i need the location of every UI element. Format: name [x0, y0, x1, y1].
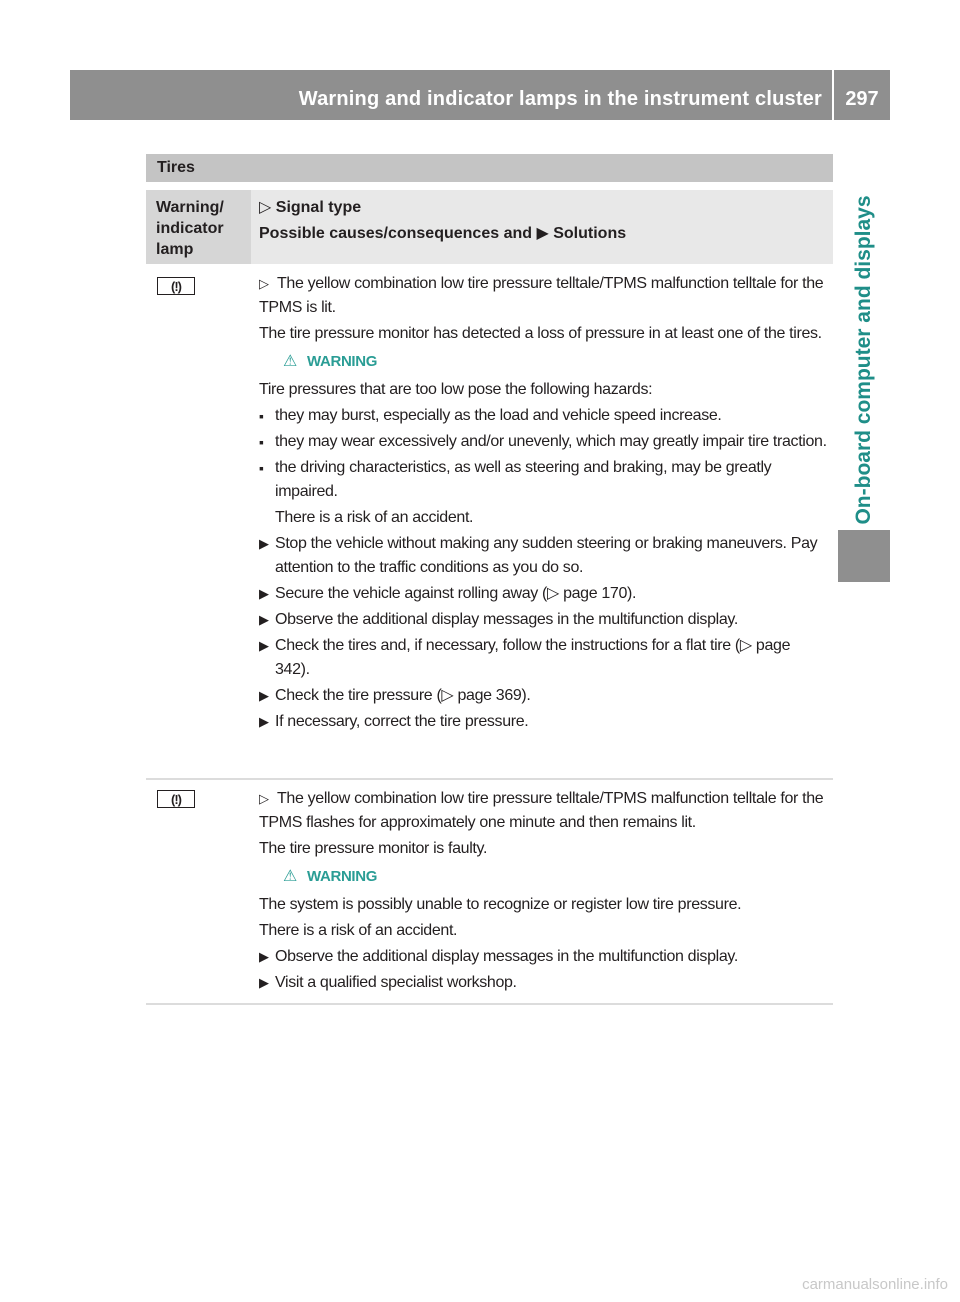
- action-arrow-icon: ▶: [259, 536, 269, 551]
- action-text-page-link: Check the tires and, if necessary, follow the instructions for a flat tire (▷ page 342).: [275, 637, 791, 678]
- side-tab-label: On-board computer and displays: [852, 195, 875, 525]
- tire-pressure-warning-icon: [157, 277, 195, 295]
- tire-pressure-glyph: (!): [171, 791, 181, 807]
- section-title: Tires: [157, 159, 195, 176]
- action-arrow-icon: ▶: [259, 688, 269, 703]
- bullet-icon: ▪: [259, 434, 264, 450]
- column-header-lamp-line-3: lamp: [156, 241, 194, 258]
- warning-triangle-icon: ⚠: [283, 353, 297, 370]
- action-arrow-icon: ▶: [259, 714, 269, 729]
- action-item: [259, 532, 827, 580]
- warning-text: The system is possibly unable to recognize or register low tire pressure.: [259, 896, 742, 913]
- watermark: carmanualsonline.info: [802, 1276, 948, 1293]
- row-separator: [146, 1003, 833, 1005]
- tire-pressure-glyph: (!): [171, 278, 181, 294]
- signal-type-icon: ▷: [259, 199, 272, 216]
- hazard-bullet: [259, 404, 827, 428]
- action-arrow-icon: ▶: [259, 975, 269, 990]
- bullet-icon: ▪: [259, 460, 264, 476]
- column-header-lamp-line-1: Warning/: [156, 199, 224, 216]
- solutions-icon: ▶: [536, 225, 549, 242]
- risk-text: There is a risk of an accident.: [259, 922, 458, 939]
- action-item: [259, 945, 827, 969]
- column-header-signal: [251, 190, 833, 264]
- action-arrow-icon: ▶: [259, 586, 269, 601]
- cause-text: The tire pressure monitor is faulty.: [259, 840, 488, 857]
- action-text-page-link: Secure the vehicle against rolling away (▷ page 170).: [275, 585, 637, 602]
- action-item: [259, 710, 827, 734]
- section-bar: [146, 154, 833, 182]
- column-header-lamp-label: [156, 197, 224, 260]
- action-text: Observe the additional display messages in the multifunction display.: [275, 948, 738, 965]
- risk-text: There is a risk of an accident.: [275, 509, 474, 526]
- side-tab-block: [838, 530, 890, 582]
- row-lit-content: [259, 272, 827, 736]
- column-header-lamp-line-2: indicator: [156, 220, 224, 237]
- action-text: If necessary, correct the tire pressure.: [275, 713, 529, 730]
- action-text-page-link: Check the tire pressure (▷ page 369).: [275, 687, 531, 704]
- column-header-signal-line: [259, 198, 361, 218]
- signal-text: [259, 272, 827, 320]
- causes-label: Possible causes/consequences and: [259, 225, 533, 242]
- page-number: 297: [845, 88, 879, 110]
- action-item: [259, 582, 827, 606]
- signal-description: The yellow combination low tire pressure telltale/TPMS malfunction telltale for the TPMS flashes for approximately one minute and then remains lit.: [259, 790, 824, 831]
- row-flashing-content: [259, 787, 827, 997]
- action-text: Observe the additional display messages in the multifunction display.: [275, 611, 738, 628]
- cause-text: The tire pressure monitor has detected a loss of pressure in at least one of the tires.: [259, 325, 822, 342]
- row-separator: [146, 778, 833, 780]
- signal-type-icon: ▷: [259, 276, 269, 291]
- action-arrow-icon: ▶: [259, 612, 269, 627]
- action-text: Visit a qualified specialist workshop.: [275, 974, 517, 991]
- warning-heading: [283, 865, 827, 889]
- action-text: Stop the vehicle without making any sudden steering or braking maneuvers. Pay attention to the traffic conditions as you do so.: [275, 535, 818, 576]
- action-item: [259, 684, 827, 708]
- signal-description: The yellow combination low tire pressure telltale/TPMS malfunction telltale for the TPMS is lit.: [259, 275, 824, 316]
- hazard-bullet: [259, 456, 827, 504]
- column-header-lamp: [146, 190, 251, 264]
- hazard-text: the driving characteristics, as well as steering and braking, may be greatly impaired.: [275, 459, 772, 500]
- warning-heading: [283, 350, 827, 374]
- action-arrow-icon: ▶: [259, 638, 269, 653]
- hazard-text: they may wear excessively and/or unevenly, which may greatly impair tire traction.: [275, 433, 827, 450]
- signal-type-label: Signal type: [275, 199, 362, 216]
- page-header-title: Warning and indicator lamps in the instrument cluster: [298, 88, 822, 110]
- warning-label: WARNING: [307, 353, 378, 370]
- tire-pressure-warning-icon: [157, 790, 195, 808]
- action-item: [259, 971, 827, 995]
- signal-type-icon: ▷: [259, 791, 269, 806]
- bullet-icon: ▪: [259, 408, 264, 424]
- action-arrow-icon: ▶: [259, 949, 269, 964]
- warning-text: Tire pressures that are too low pose the following hazards:: [259, 381, 653, 398]
- action-item: [259, 634, 827, 682]
- signal-text: [259, 787, 827, 835]
- hazard-bullet: [259, 430, 827, 454]
- hazard-text: they may burst, especially as the load and vehicle speed increase.: [275, 407, 722, 424]
- column-header-causes-line: [259, 224, 626, 244]
- solutions-label: Solutions: [553, 225, 627, 242]
- warning-label: WARNING: [307, 868, 378, 885]
- warning-triangle-icon: ⚠: [283, 868, 297, 885]
- action-item: [259, 608, 827, 632]
